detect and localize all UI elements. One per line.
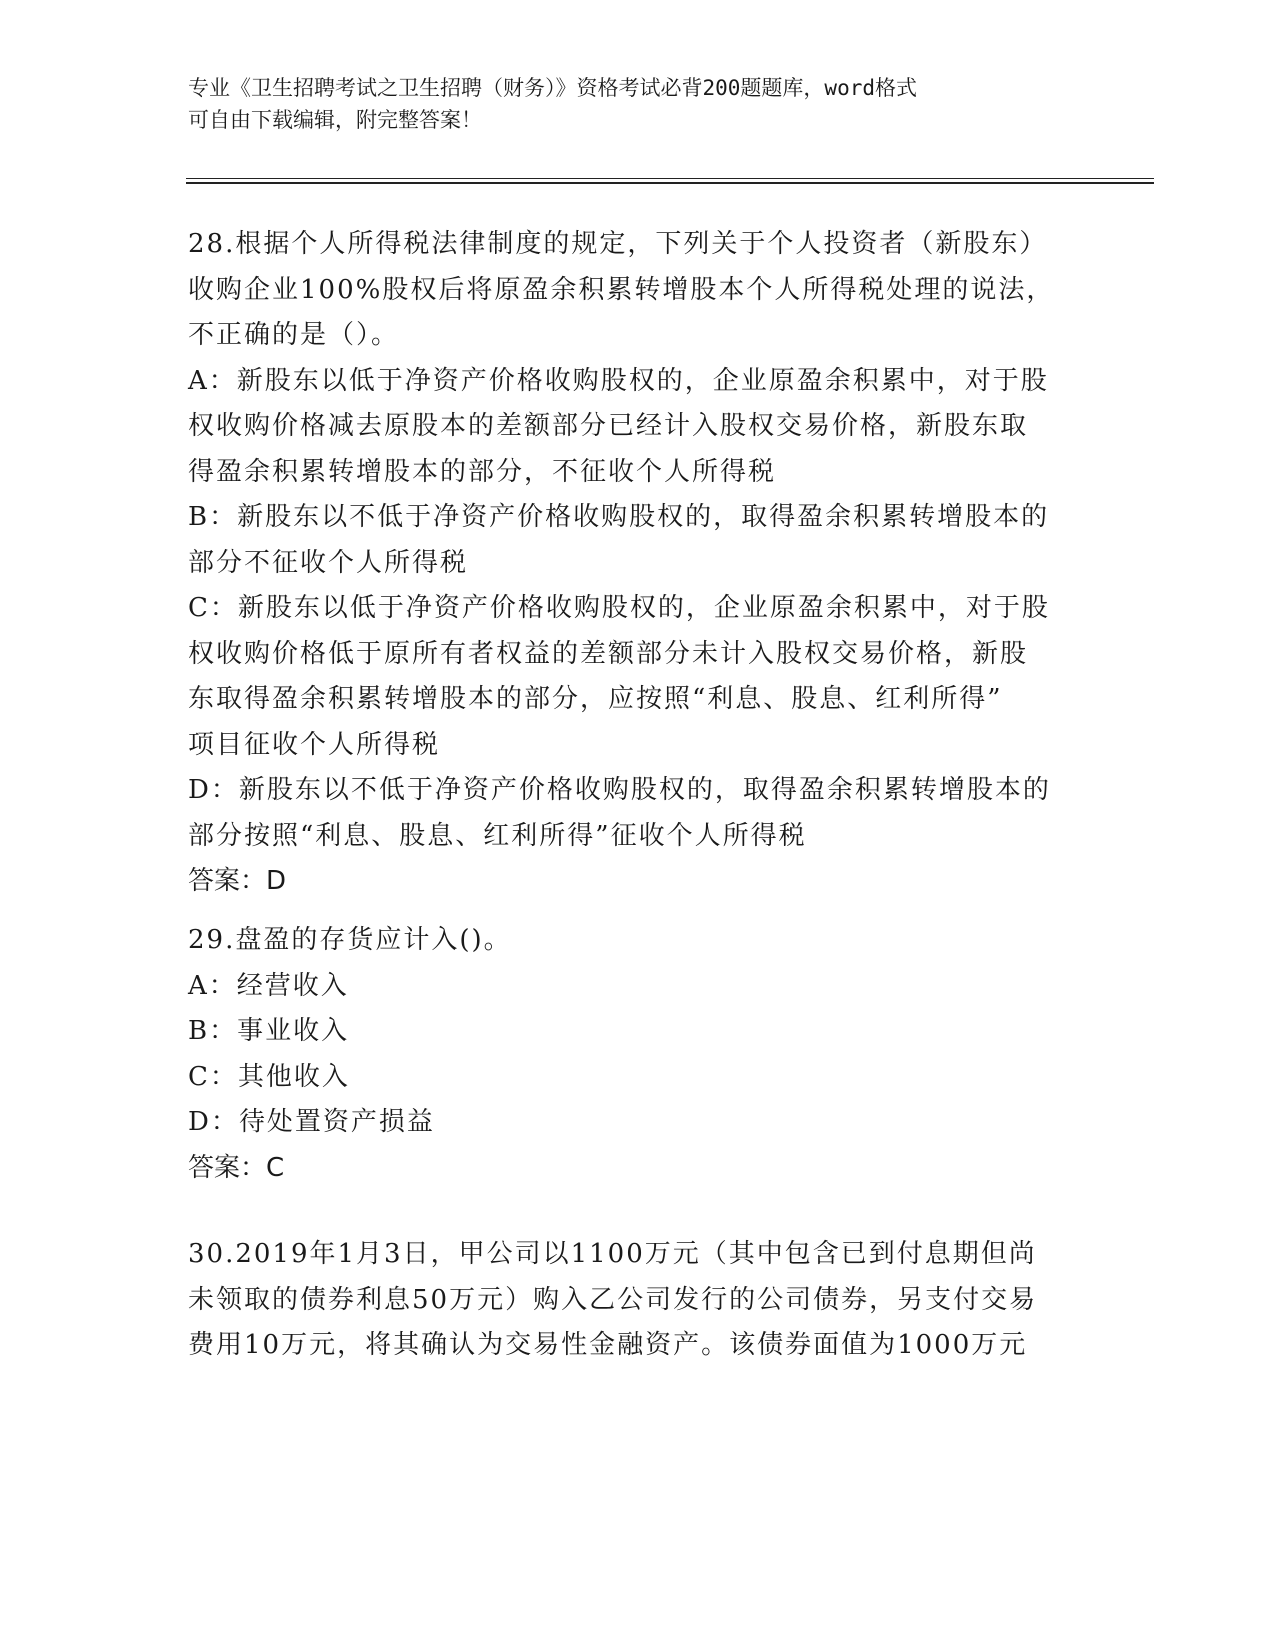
option-a-line: 得盈余积累转增股本的部分，不征收个人所得税 [188, 456, 777, 487]
option-b-line: B：新股东以不低于净资产价格收购股权的，取得盈余积累转增股本的 [188, 502, 1050, 532]
answer-line: 答案：D [188, 866, 287, 896]
option-a-line: A：经营收入 [188, 970, 349, 1001]
option-d-line: D：待处置资产损益 [188, 1107, 435, 1137]
question-28 [188, 222, 1088, 905]
question-stem-line: 30.2019年1月3日，甲公司以1100万元（其中包含已到付息期但尚 [188, 1239, 1037, 1269]
question-30 [188, 1232, 1088, 1369]
option-d-line: D：新股东以不低于净资产价格收购股权的，取得盈余积累转增股本的 [188, 775, 1051, 805]
question-29 [188, 918, 1088, 1191]
option-b-line: 部分不征收个人所得税 [188, 547, 469, 578]
question-stem-line: 不正确的是（）。 [188, 320, 400, 350]
header-divider-thick [186, 182, 1154, 184]
question-stem-line: 29.盘盈的存货应计入()。 [188, 925, 512, 955]
option-d-line: 部分按照“利息、股息、红利所得”征收个人所得税 [188, 820, 807, 851]
question-stem-line: 28.根据个人所得税法律制度的规定，下列关于个人投资者（新股东） [188, 229, 1048, 259]
header-divider-thin [186, 178, 1154, 179]
option-c-line: C：新股东以低于净资产价格收购股权的，企业原盈余积累中，对于股 [188, 593, 1050, 623]
option-a-line: A：新股东以低于净资产价格收购股权的，企业原盈余积累中，对于股 [188, 365, 1049, 396]
document-header [188, 72, 1068, 136]
option-c-line: 东取得盈余积累转增股本的部分，应按照“利息、股息、红利所得” [188, 684, 1003, 714]
option-b-line: B：事业收入 [188, 1016, 350, 1046]
question-stem-line: 未领取的债券利息50万元）购入乙公司发行的公司债券，另支付交易 [188, 1284, 1038, 1315]
question-stem-line: 收购企业100%股权后将原盈余积累转增股本个人所得税处理的说法， [188, 274, 1055, 305]
option-c-line: 权收购价格低于原所有者权益的差额部分未计入股权交易价格，新股 [188, 638, 1029, 669]
header-title-line-1: 专业《卫生招聘考试之卫生招聘（财务）》资格考试必背200题题库，word格式 [188, 76, 917, 100]
header-title-line-2: 可自由下载编辑，附完整答案！ [188, 108, 482, 132]
answer-line: 答案：C [188, 1152, 285, 1183]
option-a-line: 权收购价格减去原股本的差额部分已经计入股权交易价格，新股东取 [188, 411, 1029, 441]
option-c-line: 项目征收个人所得税 [188, 729, 441, 760]
option-c-line: C：其他收入 [188, 1061, 350, 1092]
question-stem-line: 费用10万元，将其确认为交易性金融资产。该债券面值为1000万元 [188, 1330, 1028, 1360]
